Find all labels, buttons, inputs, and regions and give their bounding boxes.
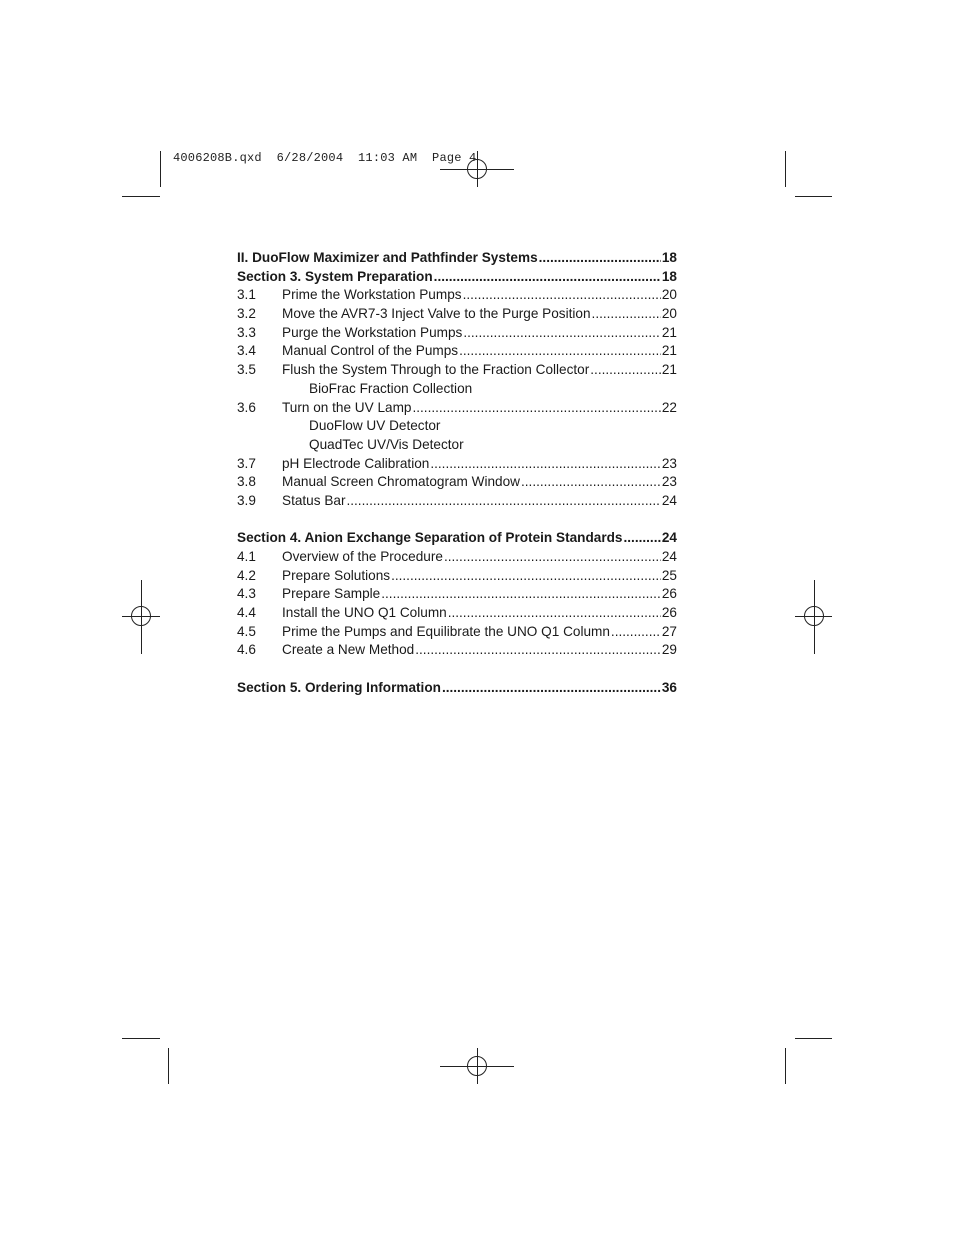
toc-entry-title: Manual Control of the Pumps bbox=[282, 343, 459, 359]
toc-entry bbox=[237, 641, 677, 660]
toc-entry bbox=[237, 567, 677, 586]
toc-entry-title: Manual Screen Chromatogram Window bbox=[282, 474, 520, 490]
toc-entry bbox=[237, 324, 677, 343]
crop-mark-top-left-horizontal bbox=[122, 196, 160, 197]
toc-entry-title: Move the AVR7-3 Inject Valve to the Purge Position bbox=[282, 306, 591, 322]
spacer bbox=[237, 660, 677, 679]
toc-entry-title: Prime the Workstation Pumps bbox=[282, 287, 462, 303]
toc-entry-page: 26 bbox=[661, 586, 677, 602]
crop-mark-bottom-right-vertical bbox=[785, 1048, 786, 1084]
toc-entry bbox=[237, 305, 677, 324]
toc-entry bbox=[237, 342, 677, 361]
toc-entry-page: 29 bbox=[661, 642, 677, 658]
toc-section-heading bbox=[237, 679, 677, 698]
toc-entry-title: Purge the Workstation Pumps bbox=[282, 324, 463, 340]
dot-leader bbox=[391, 567, 661, 586]
dot-leader bbox=[539, 249, 661, 268]
toc-entry bbox=[237, 361, 677, 380]
dot-leader bbox=[463, 324, 661, 343]
toc-entry-title: Flush the System Through to the Fraction Collector bbox=[282, 362, 590, 378]
toc-entry-number: 3.3 bbox=[237, 324, 256, 340]
toc-entry-title: Create a New Method bbox=[282, 642, 415, 658]
toc-entry-title: Turn on the UV Lamp bbox=[282, 399, 412, 415]
toc-entry-title: Prepare Sample bbox=[282, 586, 381, 602]
toc-entry bbox=[237, 399, 677, 418]
toc-entry-number: 4.1 bbox=[237, 549, 256, 564]
toc-entry-number: 4.2 bbox=[237, 567, 256, 583]
toc-entry bbox=[237, 585, 677, 604]
toc-sub-entry bbox=[237, 436, 677, 455]
toc-entry bbox=[237, 548, 677, 567]
toc-entry-number: 3.8 bbox=[237, 474, 256, 490]
table-of-contents bbox=[237, 249, 677, 698]
toc-entry-title: pH Electrode Calibration bbox=[282, 455, 430, 471]
toc-entry-page: 22 bbox=[661, 399, 677, 415]
toc-entry-number: 4.3 bbox=[237, 586, 256, 602]
toc-entry-page: 18 bbox=[661, 250, 677, 265]
dot-leader bbox=[448, 604, 661, 623]
crosshair-vertical bbox=[477, 1048, 478, 1084]
dot-leader bbox=[459, 342, 661, 361]
toc-entry-title: Section 5. Ordering Information bbox=[237, 679, 441, 695]
dot-leader bbox=[434, 268, 661, 287]
toc-entry-number: 3.1 bbox=[237, 287, 256, 303]
dot-leader bbox=[463, 286, 661, 305]
toc-entry-title: Section 4. Anion Exchange Separation of Protein Standards bbox=[237, 530, 623, 546]
toc-entry-number: 3.2 bbox=[237, 306, 256, 322]
dot-leader bbox=[412, 399, 660, 418]
crop-mark-top-right-horizontal bbox=[795, 196, 832, 197]
toc-section-heading bbox=[237, 268, 677, 287]
toc-sub-entry-title: DuoFlow UV Detector bbox=[309, 418, 441, 434]
toc-entry-number: 4.5 bbox=[237, 623, 256, 639]
dot-leader bbox=[444, 548, 661, 567]
toc-entry-page: 24 bbox=[661, 530, 677, 546]
dot-leader bbox=[590, 361, 661, 380]
dot-leader bbox=[346, 492, 660, 511]
print-slug: 4006208B.qxd 6/28/2004 11:03 AM Page 4 bbox=[173, 151, 477, 165]
crop-mark-bottom-left-horizontal bbox=[122, 1038, 160, 1039]
dot-leader bbox=[521, 473, 661, 492]
toc-entry-title: II. DuoFlow Maximizer and Pathfinder Systems bbox=[237, 250, 538, 265]
toc-entry-title: Install the UNO Q1 Column bbox=[282, 605, 447, 621]
toc-entry-title: Prepare Solutions bbox=[282, 567, 391, 583]
crop-mark-bottom-right-horizontal bbox=[795, 1038, 832, 1039]
toc-entry-page: 27 bbox=[661, 623, 677, 639]
toc-entry-page: 24 bbox=[661, 549, 677, 564]
toc-entry bbox=[237, 623, 677, 642]
toc-entry-page: 20 bbox=[661, 306, 677, 322]
toc-entry-page: 23 bbox=[661, 474, 677, 490]
toc-sub-entry-title: QuadTec UV/Vis Detector bbox=[309, 436, 464, 452]
toc-entry-title: Section 3. System Preparation bbox=[237, 268, 433, 284]
toc-entry-page: 25 bbox=[661, 567, 677, 583]
dot-leader bbox=[623, 529, 660, 548]
toc-entry-page: 18 bbox=[661, 268, 677, 284]
toc-entry-title: Status Bar bbox=[282, 492, 346, 508]
toc-entry-page: 21 bbox=[661, 324, 677, 340]
toc-entry-page: 20 bbox=[661, 287, 677, 303]
dot-leader bbox=[442, 679, 661, 698]
crop-mark-top-right-vertical bbox=[785, 151, 786, 187]
toc-entry-title: Prime the Pumps and Equilibrate the UNO Q1 Column bbox=[282, 623, 610, 639]
dot-leader bbox=[430, 455, 661, 474]
crop-mark-bottom-left-vertical bbox=[168, 1048, 169, 1084]
toc-entry bbox=[237, 286, 677, 305]
toc-entry bbox=[237, 604, 677, 623]
toc-entry-number: 3.6 bbox=[237, 399, 256, 415]
toc-sub-entry bbox=[237, 380, 677, 399]
crosshair-vertical bbox=[814, 580, 815, 654]
toc-sub-entry bbox=[237, 417, 677, 436]
toc-entry-page: 24 bbox=[661, 492, 677, 508]
toc-entry-number: 3.9 bbox=[237, 492, 256, 508]
toc-entry bbox=[237, 492, 677, 511]
crosshair-vertical bbox=[141, 580, 142, 654]
dot-leader bbox=[381, 585, 661, 604]
toc-entry-number: 4.4 bbox=[237, 605, 256, 621]
spacer bbox=[237, 511, 677, 530]
crosshair-vertical bbox=[477, 151, 478, 187]
toc-sub-entry-title: BioFrac Fraction Collection bbox=[309, 380, 473, 396]
dot-leader bbox=[415, 641, 661, 660]
dot-leader bbox=[611, 623, 661, 642]
toc-entry-page: 21 bbox=[661, 362, 677, 378]
toc-entry-page: 23 bbox=[661, 455, 677, 471]
toc-entry-page: 21 bbox=[661, 343, 677, 359]
toc-entry bbox=[237, 455, 677, 474]
toc-entry-title: Overview of the Procedure bbox=[282, 549, 443, 564]
toc-part-heading bbox=[237, 249, 677, 268]
toc-section-heading bbox=[237, 529, 677, 548]
toc-entry-number: 3.5 bbox=[237, 362, 256, 378]
toc-entry-number: 3.7 bbox=[237, 455, 256, 471]
toc-entry-number: 3.4 bbox=[237, 343, 256, 359]
dot-leader bbox=[592, 305, 661, 324]
toc-entry-number: 4.6 bbox=[237, 642, 256, 658]
toc-entry bbox=[237, 473, 677, 492]
toc-entry-page: 26 bbox=[661, 605, 677, 621]
crop-mark-top-left-vertical bbox=[160, 151, 161, 187]
toc-entry-page: 36 bbox=[661, 679, 677, 695]
